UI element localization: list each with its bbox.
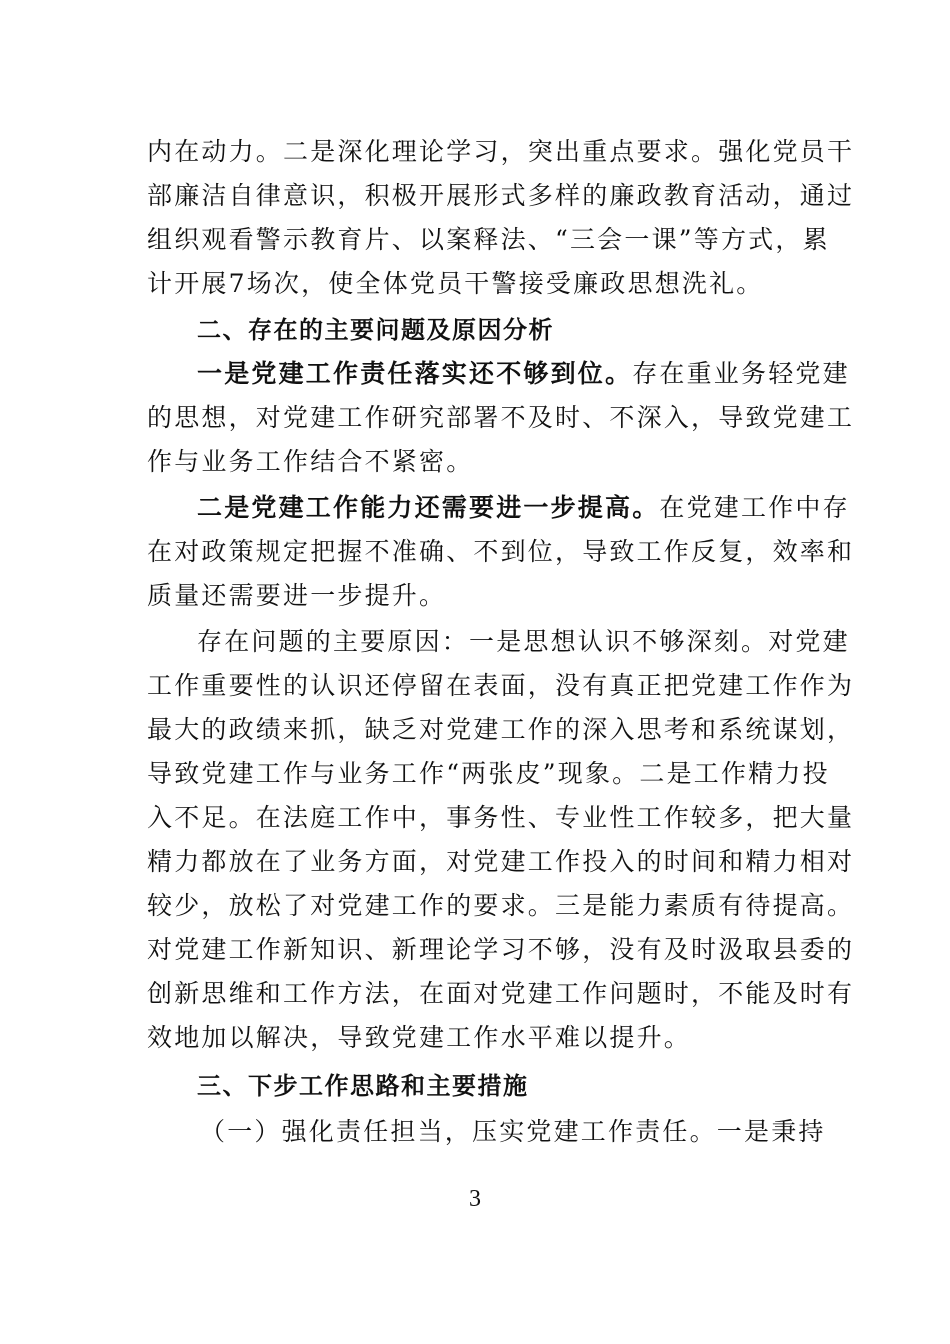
text-line: 导致党建工作与业务工作“两张皮”现象。二是工作精力投 [147, 759, 830, 788]
problem2-first-line [147, 486, 850, 530]
measure1-line: （一）强化责任担当，压实党建工作责任。一是秉持 [200, 1117, 826, 1146]
problem2-paragraph [147, 486, 855, 618]
text-line: 入不足。在法庭工作中，事务性、专业性工作较多，把大量 [147, 803, 855, 832]
paragraph-continued [147, 130, 855, 306]
text-line: 创新思维和工作方法，在面对党建工作问题时，不能及时有 [147, 979, 855, 1008]
problem2-lead: 二是党建工作能力还需要进一步提高。 [197, 493, 660, 522]
text-line: 质量还需要进一步提升。 [147, 581, 447, 610]
text-line: 工作重要性的认识还停留在表面，没有真正把党建工作作为 [147, 671, 855, 700]
section3-heading: 三、下步工作思路和主要措施 [197, 1072, 529, 1100]
text-line: 在对政策规定把握不准确、不到位，导致工作反复，效率和 [147, 537, 855, 566]
text-line: 计开展7场次，使全体党员干警接受廉政思想洗礼。 [147, 269, 764, 298]
section2-block [147, 308, 807, 352]
text-line: 对党建工作新知识、新理论学习不够，没有及时汲取县委的 [147, 935, 855, 964]
text-line: 的思想，对党建工作研究部署不及时、不深入，导致党建工 [147, 403, 855, 432]
section3-block [147, 1064, 807, 1108]
problem1-first-line [147, 352, 850, 396]
text-line: 作与业务工作结合不紧密。 [147, 447, 474, 476]
problem1-rest: 存在重业务轻党建 [632, 359, 850, 388]
section2-heading: 二、存在的主要问题及原因分析 [197, 316, 554, 344]
problem1-lead: 一是党建工作责任落实还不够到位。 [197, 359, 633, 388]
page-number: 3 [469, 1186, 481, 1212]
text-line: 组织观看警示教育片、以案释法、“三会一课”等方式，累 [147, 225, 830, 254]
text-line: 效地加以解决，导致党建工作水平难以提升。 [147, 1023, 692, 1052]
text-line: 较少，放松了对党建工作的要求。三是能力素质有待提高。 [147, 891, 855, 920]
problem1-paragraph [147, 352, 855, 484]
text-line: 内在动力。二是深化理论学习，突出重点要求。强化党员干 [147, 137, 855, 166]
measure1-paragraph [200, 1110, 826, 1154]
causes-paragraph [147, 620, 855, 1060]
causes-first-line: 存在问题的主要原因：一是思想认识不够深刻。对党建 [197, 627, 850, 656]
text-line: 部廉洁自律意识，积极开展形式多样的廉政教育活动，通过 [147, 181, 855, 210]
text-line: 精力都放在了业务方面，对党建工作投入的时间和精力相对 [147, 847, 855, 876]
problem2-rest: 在党建工作中存 [659, 493, 850, 522]
text-line: 最大的政绩来抓，缺乏对党建工作的深入思考和系统谋划， [147, 715, 855, 744]
